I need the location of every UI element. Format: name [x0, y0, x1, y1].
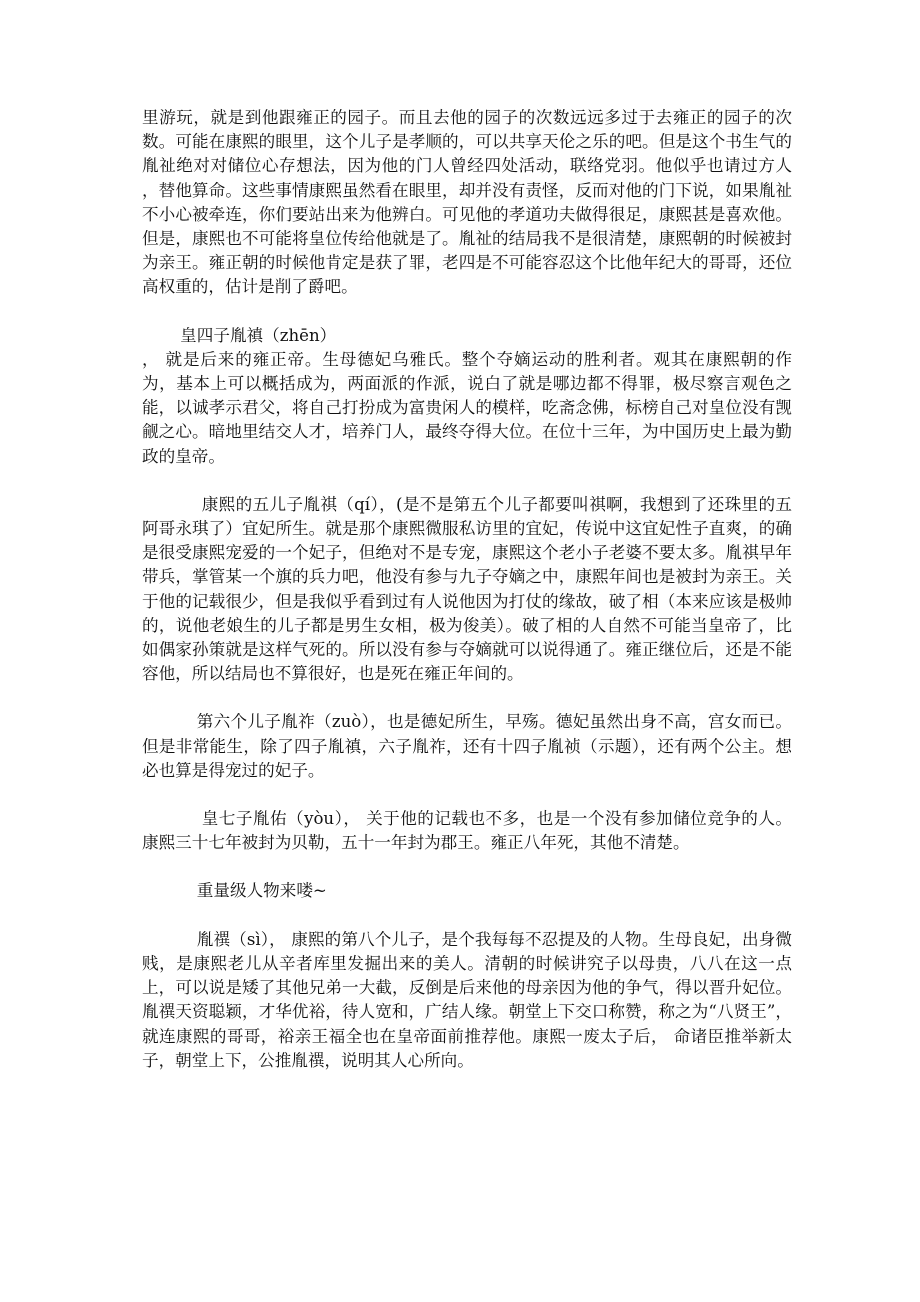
paragraph-seventh-prince: 皇七子胤佑（yòu）， 关于他的记载也不多，也是一个没有参加储位竞争的人。康熙三十七年被封为贝勒，五十一年封为郡王。雍正八年死，其他不清楚。: [142, 809, 792, 853]
heading-fourth-prince: 皇四子胤禛（zhēn）: [180, 325, 337, 345]
paragraph-spacer: [142, 904, 792, 928]
document-body: [142, 106, 792, 1073]
paragraph-spacer: [142, 469, 792, 493]
paragraph-yinzhi: 里游玩，就是到他跟雍正的园子。而且去他的园子的次数远远多过于去雍正的园子的次数。可能在康熙的眼里，这个儿子是孝顺的，可以共享天伦之乐的吧。但是这个书生气的胤祉绝对对储位心存想法，因为他的门人曾经四处活动，联络党羽。他似乎也请过方人 ，替他算命。这些事情康熙虽然看在眼里，却并没有责怪，反而对他的门下说，如果胤祉不小心被牵连，你们要站出来为他辨白。可见他的孝道功夫做得很足，康熙甚是喜欢他。但是，康熙也不可能将皇位传给他就是了。胤祉的结局我不是很清楚，康熙朝的时候被封为亲王。雍正朝的时候他肯定是获了罪，老四是不可能容忍这个比他年纪大的哥哥，还位高权重的，估计是削了爵吧。: [142, 108, 792, 297]
paragraph-fifth-prince: 康熙的五儿子胤祺（qí），(是不是第五个儿子都要叫祺啊，我想到了还珠里的五阿哥永琪了）宜妃所生。就是那个康熙微服私访里的宜妃，传说中这宜妃性子直爽，的确是很受康熙宠爱的一个妃子，但绝对不是专宠，康熙这个老小子老婆不要太多。胤祺早年带兵，掌管某一个旗的兵力吧，他没有参与九子夺嫡之中，康熙年间也是被封为亲王。关于他的记载很少，但是我似乎看到过有人说他因为打仗的缘故，破了相（本来应该是极帅的，说他老娘生的儿子都是男生女相，极为俊美）。破了相的人自然不可能当皇帝了，比如偶家孙策就是这样气死的。所以没有参与夺嫡就可以说得通了。雍正继位后，还是不能容他，所以结局也不算很好，也是死在雍正年间的。: [142, 494, 792, 684]
paragraph-spacer: [142, 855, 792, 879]
paragraph-spacer: [142, 783, 792, 807]
paragraph-yongzheng: ， 就是后来的雍正帝。生母德妃乌雅氏。整个夺嫡运动的胜利者。观其在康熙朝的作为，基本上可以概括成为，两面派的作派，说白了就是哪边都不得罪，极尽察言观色之能，以诚孝示君父，将自己打扮成为富贵闲人的模样，吃斋念佛，标榜自己对皇位没有觊觎之心。暗地里结交人才，培养门人，最终夺得大位。在位十三年，为中国历史上最为勤政的皇帝。: [142, 349, 792, 466]
paragraph-sixth-prince: 第六个儿子胤祚（zuò），也是德妃所生，早殇。德妃虽然出身不高，宫女而已。但是非常能生，除了四子胤禛，六子胤祚，还有十四子胤祯（示题），还有两个公主。想必也算是得宠过的妃子。: [142, 712, 792, 780]
paragraph-heavyweight-intro: 重量级人物来喽~: [196, 881, 327, 901]
paragraph-spacer: [142, 300, 792, 324]
paragraph-spacer: [142, 686, 792, 710]
paragraph-eighth-prince: 胤禩（sì）， 康熙的第八个儿子，是个我每每不忍提及的人物。生母良妃，出身微贱，是康熙老儿从辛者库里发掘出来的美人。清朝的时候讲究子以母贵，八八在这一点上，可以说是矮了其他兄弟一大截，反倒是后来他的母亲因为他的争气，得以晋升妃位。 胤禩天资聪颖，才华优裕，待人宽和，广结人缘。朝堂上下交口称赞，称之为“八贤王”，就连康熙的哥哥，裕亲王福全也在皇帝面前推荐他。康熙一废太子后， 命诸臣推举新太子，朝堂上下，公推胤禩，说明其人心所向。: [142, 929, 792, 1070]
